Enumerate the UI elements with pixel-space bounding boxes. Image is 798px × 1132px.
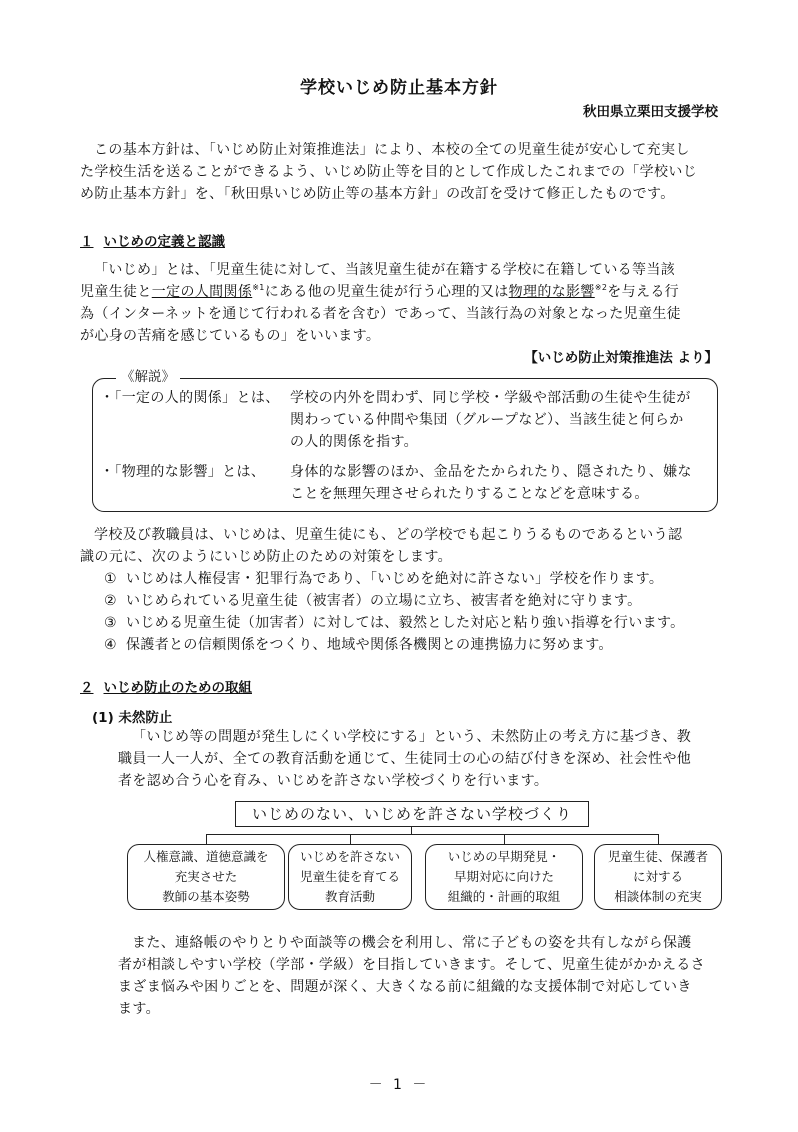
definition-source: 【いじめ防止対策推進法 より】 <box>524 350 718 366</box>
definition-line <box>80 281 730 303</box>
prevention-line: 職員一人一人が、全ての教育活動を通じて、生徒同士の心の結び付きを深め、社会性や他 <box>118 751 692 767</box>
node-line: 教育活動 <box>324 889 375 904</box>
node-line: いじめの早期発見・ <box>447 849 561 864</box>
definition-text: を与える行 <box>607 284 680 300</box>
node-line: いじめを許さない <box>299 849 400 864</box>
node-line: 早期対応に向けた <box>453 869 554 884</box>
section2-heading <box>80 676 252 696</box>
list-text: 保護者との信頼関係をつくり、地域や関係各機関との連携協力に努めます。 <box>126 637 613 653</box>
diagram-node <box>288 844 412 910</box>
definition-line: が心身の苦痛を感じているもの」をいいます。 <box>80 328 381 344</box>
diagram-connector <box>658 834 659 844</box>
explanation-line: 学校の内外を問わず、同じ学校・学級や部活動の生徒や生徒が <box>290 390 691 406</box>
closing-paragraph <box>118 932 728 1020</box>
closing-line: ます。 <box>118 1001 160 1017</box>
term-human-relation: 一定の人間関係 <box>151 284 253 300</box>
node-line: 児童生徒を育てる <box>299 869 400 884</box>
diagram-title: いじめのない、いじめを許さない学校づくり <box>235 801 589 827</box>
intro-line: た学校生活を送ることができるよう、いじめ防止等を目的として作成したこれまでの「学校いじ <box>80 164 698 180</box>
list-number: ② <box>104 593 117 609</box>
page-number: － 1 － <box>368 1077 430 1093</box>
school-name: 秋田県立栗田支援学校 <box>583 104 718 120</box>
explanation-definition <box>290 461 692 505</box>
explanation-line: の人的関係を指す。 <box>290 434 419 450</box>
definition-paragraph <box>80 259 730 347</box>
footnote-marker-1: ※1 <box>252 283 265 292</box>
list-number: ④ <box>104 637 117 653</box>
list-text: いじめられている児童生徒（被害者）の立場に立ち、被害者を絶対に守ります。 <box>126 593 642 609</box>
diagram-node <box>425 844 583 910</box>
diagram-connector <box>504 834 505 844</box>
list-number: ③ <box>104 615 117 631</box>
closing-line: まざま悩みや困りごとを、問題が深く、大きくなる前に組織的な支援体制で対応していき <box>118 979 692 995</box>
section2-heading-text: いじめ防止のための取組 <box>103 680 252 696</box>
definition-line: 「いじめ」とは、「児童生徒に対して、当該児童生徒が在籍する学校に在籍している等当該 <box>94 262 676 278</box>
prevention-paragraph <box>118 726 728 792</box>
list-item <box>104 568 663 590</box>
diagram-connector <box>411 826 412 834</box>
diagram-connector <box>206 834 658 835</box>
section1-heading-text: いじめの定義と認識 <box>103 234 225 250</box>
node-line: 相談体制の充実 <box>614 889 702 904</box>
node-line: 充実させた <box>174 869 238 884</box>
definition-text: 児童生徒と <box>80 284 152 300</box>
intro-line: め防止基本方針」を、「秋田県いじめ防止等の基本方針」の改訂を受けて修正したものです。 <box>80 186 675 202</box>
definition-line: 為（インターネットを通じて行われる者を含む）であって、当該行為の対象となった児童生徒 <box>80 306 682 322</box>
prevention-line: 者を認め合う心を育み、いじめを許さない学校づくりを行います。 <box>118 773 549 789</box>
explanation-term: ・「物理的な影響」とは、 <box>100 464 266 480</box>
diagram-connector <box>350 834 351 844</box>
policy-paragraph <box>80 524 730 568</box>
explanation-line: 身体的な影響のほか、金品をたかられたり、隠されたり、嫌な <box>290 464 692 480</box>
diagram-connector <box>206 834 207 844</box>
list-text: いじめは人権侵害・犯罪行為であり、「いじめを絶対に許さない」学校を作ります。 <box>126 571 664 587</box>
explanation-definition <box>290 387 691 453</box>
node-line: 組織的・計画的取組 <box>447 889 561 904</box>
closing-line: 者が相談しやすい学校（学部・学級）を目指していきます。そして、児童生徒がかかえるさ <box>118 957 705 973</box>
section1-heading <box>80 230 225 250</box>
node-line: 教師の基本姿勢 <box>162 889 250 904</box>
explanation-box-label: 《解説》 <box>116 366 180 388</box>
diagram-node <box>594 844 722 910</box>
list-item <box>104 612 685 634</box>
list-text: いじめる児童生徒（加害者）に対しては、毅然とした対応と粘り強い指導を行います。 <box>126 615 685 631</box>
list-item <box>104 634 613 656</box>
list-number: ① <box>104 571 117 587</box>
closing-line: また、連絡帳のやりとりや面談等の機会を利用し、常に子どもの姿を共有しながら保護 <box>132 935 692 951</box>
policy-line: 識の元に、次のようにいじめ防止のための対策をします。 <box>80 549 452 565</box>
diagram-node <box>127 844 285 910</box>
explanation-line: 関わっている仲間や集団（グループなど）、当該生徒と何らか <box>290 412 684 428</box>
explanation-line: ことを無理矢理させられたりすることなどを意味する。 <box>290 486 649 502</box>
policy-line: 学校及び教職員は、いじめは、児童生徒にも、どの学校でも起こりうるものであるという認 <box>94 527 683 543</box>
definition-text: にある他の児童生徒が行う心理的又は <box>264 284 509 300</box>
node-line: 児童生徒、保護者 <box>607 849 708 864</box>
subsection-heading: (1) 未然防止 <box>92 710 173 726</box>
section2-number: ２ <box>80 680 94 696</box>
term-physical-effect: 物理的な影響 <box>508 284 595 300</box>
section1-number: １ <box>80 234 94 250</box>
explanation-term: ・「一定の人的関係」とは、 <box>100 390 280 406</box>
prevention-line: 「いじめ等の問題が発生しにくい学校にする」という、未然防止の考え方に基づき、教 <box>132 729 692 745</box>
page-title: 学校いじめ防止基本方針 <box>300 78 498 98</box>
node-line: 人権意識、道徳意識を <box>143 849 269 864</box>
footnote-marker-2: ※2 <box>594 283 608 292</box>
list-item <box>104 590 641 612</box>
intro-line: この基本方針は、「いじめ防止対策推進法」により、本校の全ての児童生徒が安心して充実し <box>94 142 690 158</box>
node-line: に対する <box>632 869 683 884</box>
intro-paragraph <box>80 139 730 205</box>
